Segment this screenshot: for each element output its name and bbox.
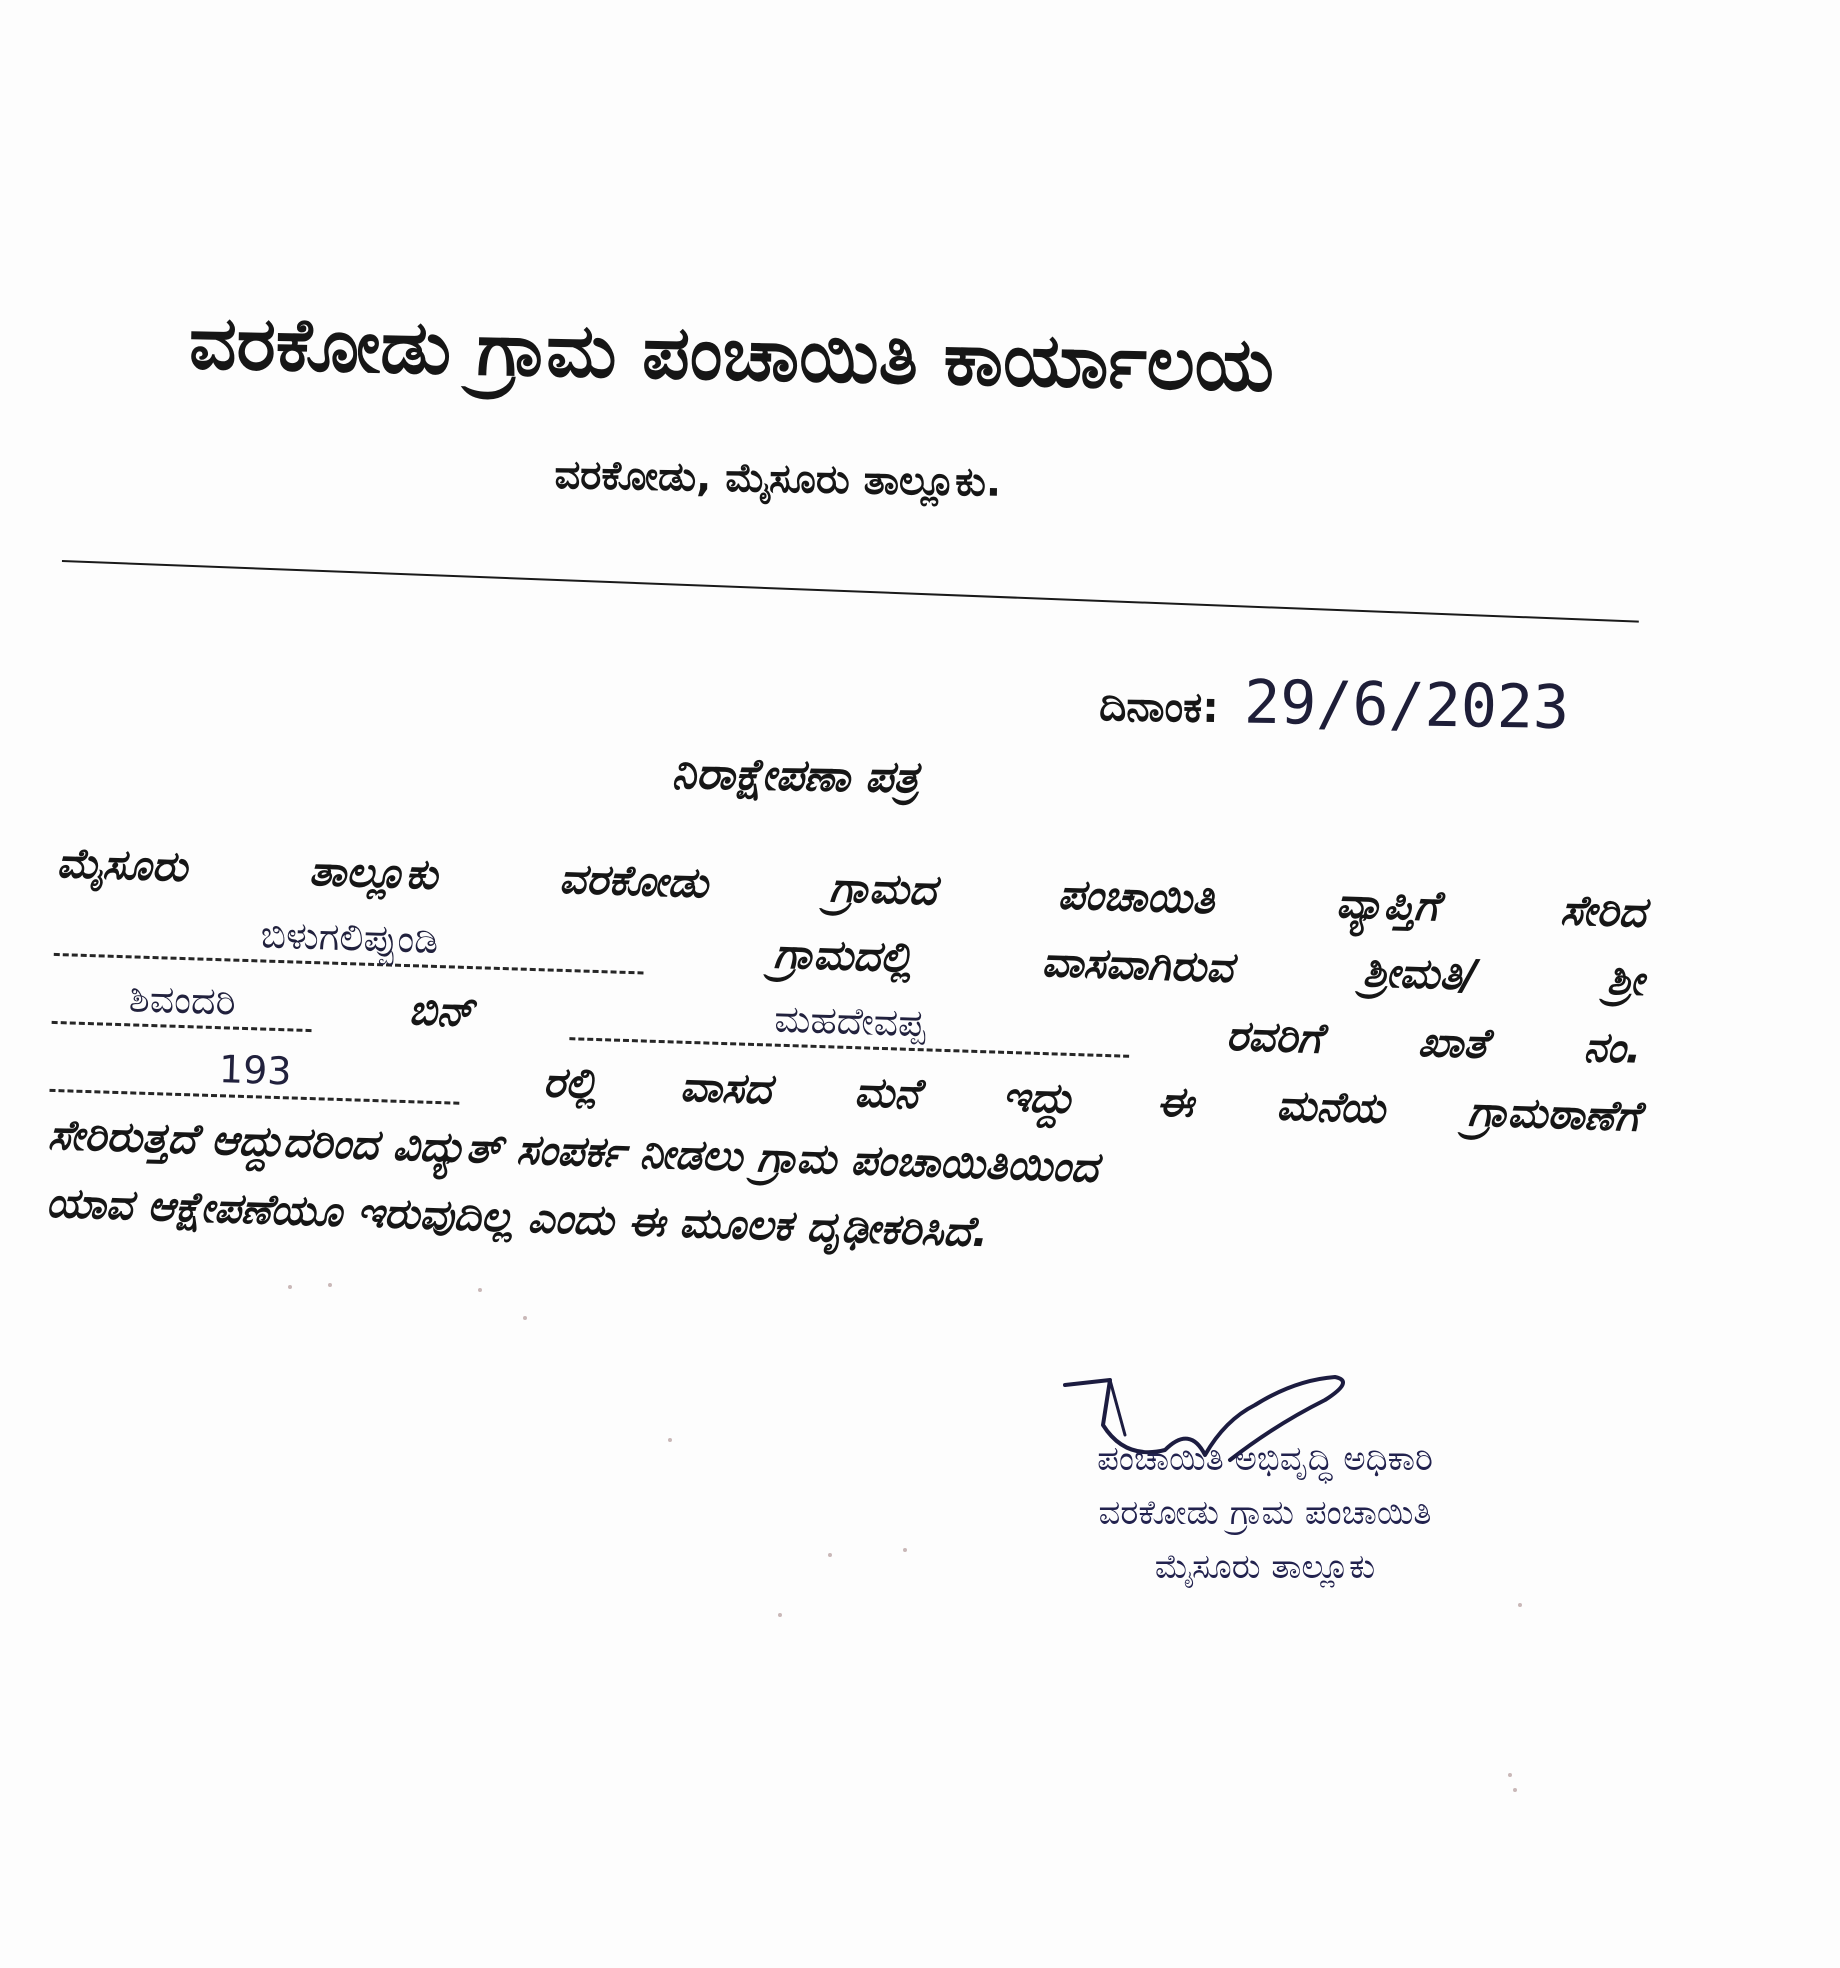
- body-word: ವರಕೋಡು: [558, 853, 709, 908]
- office-address: ವರಕೋಡು, ಮೈಸೂರು ತಾಲ್ಲೂಕು.: [554, 452, 1002, 506]
- village-name-field: ಬಿಳುಗಲಿಪ್ಪುಂಡಿ: [54, 903, 645, 975]
- khata-number-field: 193: [49, 1039, 460, 1105]
- body-word: ಮೈಸೂರು: [55, 837, 189, 892]
- date-value: 29/6/2023: [1243, 667, 1570, 744]
- body-word: ಮನೆಯ: [1275, 1080, 1386, 1133]
- body-word: ಬಿನ್: [407, 985, 475, 1037]
- body-word: ತಾಲ್ಲೂಕು: [308, 845, 439, 899]
- body-word: ಈ: [1156, 1076, 1195, 1127]
- body-word: ವಾಸದ: [679, 1061, 773, 1114]
- body-word: ನಂ.: [1582, 1022, 1643, 1073]
- body-word: ಪಂಚಾಯಿತಿ: [1057, 869, 1216, 924]
- body-word: ಖಾತೆ: [1417, 1016, 1489, 1068]
- body-word: ಸೇರಿದ: [1559, 885, 1647, 937]
- body-word: ಗ್ರಾಮದಲ್ಲಿ: [773, 928, 913, 982]
- body-word: ಶ್ರೀಮತಿ/: [1361, 947, 1478, 1000]
- body-word: ವ್ಯಾಪ್ತಿಗೆ: [1335, 878, 1440, 931]
- body-word: ಗ್ರಾಮದ: [828, 862, 937, 915]
- body-word: ರವರಿಗೆ: [1225, 1010, 1323, 1063]
- body-line-6: ಯಾವ ಆಕ್ಷೇಪಣೆಯೂ ಇರುವುದಿಲ್ಲ ಎಂದು ಈ ಮೂಲಕ ದೃಢೀಕರಿಸಿದೆ.: [45, 1177, 989, 1257]
- body-word: ಗ್ರಾಮಠಾಣೆಗೆ: [1467, 1086, 1641, 1141]
- resident-name-field: ಶಿವಂದರಿ: [52, 971, 314, 1032]
- body-word: ಮನೆ: [853, 1067, 921, 1119]
- father-name-field: ಮಹದೇವಪ್ಪ: [569, 987, 1130, 1058]
- letter-title: ನಿರಾಕ್ಷೇಪಣಾ ಪತ್ರ: [671, 748, 919, 804]
- date-label: ದಿನಾಂಕ:: [1098, 680, 1220, 733]
- signatory-taluk: ಮೈಸೂರು ತಾಲ್ಲೂಕು: [1154, 1547, 1376, 1587]
- body-word: ಇದ್ದು: [1001, 1071, 1075, 1124]
- body-word: ರಲ್ಲಿ: [542, 1057, 598, 1109]
- body-word: ವಾಸವಾಗಿರುವ: [1040, 936, 1234, 992]
- signatory-office: ವರಕೋಡು ಗ್ರಾಮ ಪಂಚಾಯಿತಿ: [1098, 1493, 1432, 1533]
- body-word: ಶ್ರೀ: [1606, 954, 1645, 1005]
- office-title: ವರಕೋಡು ಗ್ರಾಮ ಪಂಚಾಯಿತಿ ಕಾರ್ಯಾಲಯ: [188, 300, 1275, 409]
- body-line-5: ಸೇರಿರುತ್ತದೆ ಆದ್ದುದರಿಂದ ವಿದ್ಯುತ್ ಸಂಪರ್ಕ ನೀಡಲು ಗ್ರಾಮ ಪಂಚಾಯಿತಿಯಿಂದ: [47, 1109, 1099, 1192]
- signatory-designation: ಪಂಚಾಯಿತಿ ಅಭಿವೃದ್ಧಿ ಅಧಿಕಾರಿ: [1097, 1439, 1433, 1479]
